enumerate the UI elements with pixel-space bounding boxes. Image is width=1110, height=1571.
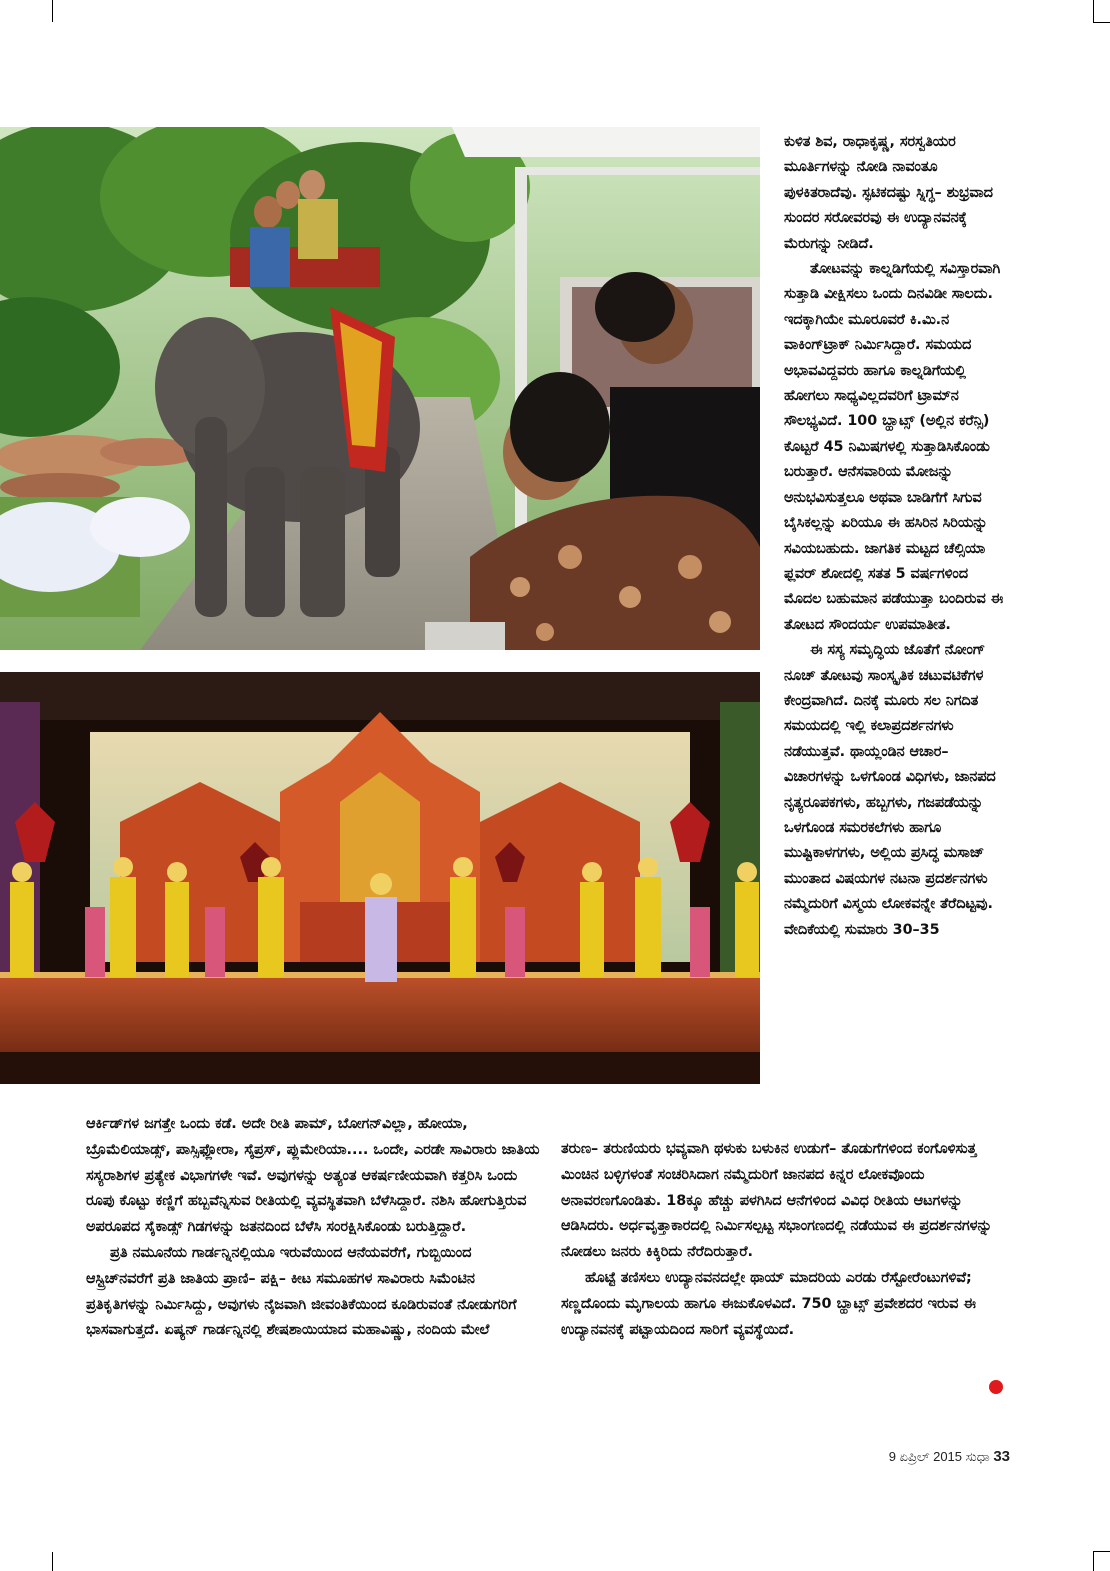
crop-mark-top-right-v — [1093, 0, 1094, 22]
page-footer — [870, 1448, 1010, 1465]
right-text-column — [784, 130, 1006, 943]
bottom-right-paragraph-2: ಹೊಟ್ಟೆ ತಣಿಸಲು ಉದ್ಯಾನವನದಲ್ಲೇ ಥಾಯ್ ಮಾದರಿಯ ಎರಡು ರೆಸ್ಟೋರೆಂಟುಗಳಿವೆ; ಸಣ್ಣದೊಂದು ಮೃಗಾಲಯ ಹಾಗೂ ಈಜುಕೊಳವಿದೆ. 750 ಬ್ಹಾಟ್ಸ್ ಪ್ರವೇಶದರ ಇರುವ ಈ ಉದ್ಯಾನವನಕ್ಕೆ ಪಟ್ಟಾಯದಿಂದ ಸಾರಿಗೆ ವ್ಯವಸ್ಥೆಯಿದೆ. — [561, 1269, 976, 1338]
stage-dance-illustration — [0, 672, 760, 1084]
crop-mark-top-right-h — [1093, 22, 1110, 23]
elephant-tram-photo — [0, 127, 760, 650]
crop-mark-bottom-left-v — [52, 1552, 53, 1571]
crop-mark-top-left-v — [52, 0, 53, 22]
bottom-left-paragraph-2: ಪ್ರತಿ ನಮೂನೆಯ ಗಾರ್ಡನ್ನಿನಲ್ಲಿಯೂ ಇರುವೆಯಿಂದ ಆನೆಯವರೆಗೆ, ಗುಬ್ಬಿಯಿಂದ ಆಸ್ಟ್ರಿಚ್‌ನವರೆಗೆ ಪ್ರತಿ ಜಾತಿಯ ಪ್ರಾಣಿ– ಪಕ್ಷಿ– ಕೀಟ ಸಮೂಹಗಳ ಸಾವಿರಾರು ಸಿಮೆಂಟಿನ ಪ್ರತಿಕೃತಿಗಳನ್ನು ನಿರ್ಮಿಸಿದ್ದು, ಅವುಗಳು ನೈಜವಾಗಿ ಜೀವಂತಿಕೆಯಿಂದ ಕೂಡಿರುವಂತೆ ನೋಡುಗರಿಗೆ ಭಾಸವಾಗುತ್ತದೆ. ಏಷ್ಯನ್ ಗಾರ್ಡನ್ನಿನಲ್ಲಿ ಶೇಷಶಾಯಿಯಾದ ಮಹಾವಿಷ್ಣು, ನಂದಿಯ ಮೇಲೆ — [86, 1244, 517, 1339]
bottom-left-paragraph-1: ಆರ್ಕಿಡ್‌ಗಳ ಜಗತ್ತೇ ಒಂದು ಕಡೆ. ಅದೇ ರೀತಿ ಪಾಮ್, ಬೋಗನ್‌ವಿಲ್ಲಾ, ಹೋಯಾ, ಬ್ರೊಮೆಲಿಯಾಡ್ಸ್, ಪಾಸ್ಸಿಫ್ಲೋರಾ, ಸೈಪ್ರಸ್, ಪ್ಲುಮೇರಿಯಾ.... ಒಂದೇ, ಎರಡೇ ಸಾವಿರಾರು ಜಾತಿಯ ಸಸ್ಯರಾಶಿಗಳ ಪ್ರತ್ಯೇಕ ವಿಭಾಗಗಳೇ ಇವೆ. ಅವುಗಳನ್ನು ಅತ್ಯಂತ ಆಕರ್ಷಣೀಯವಾಗಿ ಕತ್ತರಿಸಿ ಒಂದು ರೂಪು ಕೊಟ್ಟು ಕಣ್ಣಿಗೆ ಹಬ್ಬವೆನ್ನಿಸುವ ರೀತಿಯಲ್ಲಿ ವ್ಯವಸ್ಥಿತವಾಗಿ ಬೆಳೆಸಿದ್ದಾರೆ. ನಶಿಸಿ ಹೋಗುತ್ತಿರುವ ಅಪರೂಪದ ಸೈಕಾಡ್ಸ್ ಗಿಡಗಳನ್ನು ಜತನದಿಂದ ಬೆಳೆಸಿ ಸಂರಕ್ಷಿಸಿಕೊಂಡು ಬರುತ್ತಿದ್ದಾರೆ. — [86, 1116, 540, 1236]
magazine-name: ಸುಧಾ — [965, 1449, 990, 1464]
crop-mark-bottom-right-h — [1093, 1551, 1110, 1552]
crop-mark-bottom-right-v — [1093, 1552, 1094, 1571]
article-end-marker — [989, 1380, 1003, 1394]
right-paragraph-2: ತೋಟವನ್ನು ಕಾಲ್ನಡಿಗೆಯಲ್ಲಿ ಸವಿಸ್ತಾರವಾಗಿ ಸುತ್ತಾಡಿ ವೀಕ್ಷಿಸಲು ಒಂದು ದಿನವಿಡೀ ಸಾಲದು. ಇದಕ್ಕಾಗಿಯೇ ಮೂರೂವರೆ ಕಿ.ಮಿ.ನ ವಾಕಿಂಗ್‌ಟ್ರಾಕ್ ನಿರ್ಮಿಸಿದ್ದಾರೆ. ಸಮಯದ ಅಭಾವವಿದ್ದವರು ಹಾಗೂ ಕಾಲ್ನಡಿಗೆಯಲ್ಲಿ ಹೋಗಲು ಸಾಧ್ಯವಿಲ್ಲದವರಿಗೆ ಟ್ರಾಮ್‌ನ ಸೌಲಭ್ಯವಿದೆ. 100 ಬ್ಹಾಟ್ಸ್ (ಅಲ್ಲಿನ ಕರೆನ್ಸಿ) ಕೊಟ್ಟರೆ 45 ನಿಮಿಷಗಳಲ್ಲಿ ಸುತ್ತಾಡಿಸಿಕೊಂಡು ಬರುತ್ತಾರೆ. ಆನೆಸವಾರಿಯ ಮೋಜನ್ನು ಅನುಭವಿಸುತ್ತಲೂ ಅಥವಾ ಬಾಡಿಗೆಗೆ ಸಿಗುವ ಬೈಸಿಕಲ್ಲನ್ನು ಏರಿಯೂ ಈ ಹಸಿರಿನ ಸಿರಿಯನ್ನು ಸವಿಯಬಹುದು. ಜಾಗತಿಕ ಮಟ್ಟದ ಚೆಲ್ಸಿಯಾ ಫ್ಲವರ್ ಶೋದಲ್ಲಿ ಸತತ 5 ವರ್ಷಗಳಿಂದ ಮೊದಲ ಬಹುಮಾನ ಪಡೆಯುತ್ತಾ ಬಂದಿರುವ ಈ ತೋಟದ ಸೌಂದರ್ಯ ಉಪಮಾತೀತ. — [784, 261, 1004, 633]
bottom-right-text-column — [561, 1137, 1014, 1343]
elephant-tram-illustration — [0, 127, 760, 650]
bottom-right-paragraph-1: ತರುಣ– ತರುಣಿಯರು ಭವ್ಯವಾಗಿ ಥಳುಕು ಬಳುಕಿನ ಉಡುಗೆ– ತೊಡುಗೆಗಳಿಂದ ಕಂಗೊಳಿಸುತ್ತ ಮಿಂಚಿನ ಬಳ್ಳಿಗಳಂತೆ ಸಂಚರಿಸಿದಾಗ ನಮ್ಮೆದುರಿಗೆ ಜಾನಪದ ಕಿನ್ನರ ಲೋಕವೊಂದು ಅನಾವರಣಗೊಂಡಿತು. 18ಕ್ಕೂ ಹೆಚ್ಚು ಪಳಗಿಸಿದ ಆನೆಗಳಿಂದ ವಿವಿಧ ರೀತಿಯ ಆಟಗಳನ್ನು ಆಡಿಸಿದರು. ಅರ್ಧವೃತ್ತಾಕಾರದಲ್ಲಿ ನಿರ್ಮಿಸಲ್ಪಟ್ಟ ಸಭಾಂಗಣದಲ್ಲಿ ನಡೆಯುವ ಈ ಪ್ರದರ್ಶನಗಳನ್ನು ನೋಡಲು ಜನರು ಕಿಕ್ಕಿರಿದು ನೆರೆದಿರುತ್ತಾರೆ. — [561, 1141, 992, 1261]
page-number: 33 — [993, 1448, 1010, 1465]
issue-date: 9 ಏಪ್ರಿಲ್ 2015 — [888, 1449, 963, 1464]
bottom-left-text-column — [86, 1112, 541, 1344]
stage-dance-photo — [0, 672, 760, 1084]
right-paragraph-1: ಕುಳಿತ ಶಿವ, ರಾಧಾಕೃಷ್ಣ, ಸರಸ್ವತಿಯರ ಮೂರ್ತಿಗಳನ್ನು ನೋಡಿ ನಾವಂತೂ ಪುಳಕಿತರಾದೆವು. ಸ್ಫಟಿಕದಷ್ಟು ಸ್ನಿಗ್ಧ– ಶುಭ್ರವಾದ ಸುಂದರ ಸರೋವರವು ಈ ಉದ್ಯಾನವನಕ್ಕೆ ಮೆರುಗನ್ನು ನೀಡಿದೆ. — [784, 134, 993, 252]
right-paragraph-3: ಈ ಸಸ್ಯ ಸಮೃದ್ಧಿಯ ಜೊತೆಗೆ ನೋಂಗ್ ನೂಚ್ ತೋಟವು ಸಾಂಸ್ಕೃತಿಕ ಚಟುವಟಿಕೆಗಳ ಕೇಂದ್ರವಾಗಿದೆ. ದಿನಕ್ಕೆ ಮೂರು ಸಲ ನಿಗದಿತ ಸಮಯದಲ್ಲಿ ಇಲ್ಲಿ ಕಲಾಪ್ರದರ್ಶನಗಳು ನಡೆಯುತ್ತವೆ. ಥಾಯ್ಲಂಡಿನ ಆಚಾರ– ವಿಚಾರಗಳನ್ನು ಒಳಗೊಂಡ ವಿಧಿಗಳು, ಜಾನಪದ ನೃತ್ಯರೂಪಕಗಳು, ಹಬ್ಬಗಳು, ಗಜಪಡೆಯನ್ನು ಒಳಗೊಂಡ ಸಮರಕಲೆಗಳು ಹಾಗೂ ಮುಷ್ಟಿಕಾಳಗಗಳು, ಅಲ್ಲಿಯ ಪ್ರಸಿದ್ಧ ಮಸಾಜ್ ಮುಂತಾದ ವಿಷಯಗಳ ನಟನಾ ಪ್ರದರ್ಶನಗಳು ನಮ್ಮೆದುರಿಗೆ ವಿಸ್ಮಯ ಲೋಕವನ್ನೇ ತೆರೆದಿಟ್ಟವು. ವೇದಿಕೆಯಲ್ಲಿ ಸುಮಾರು 30–35 — [784, 642, 996, 938]
